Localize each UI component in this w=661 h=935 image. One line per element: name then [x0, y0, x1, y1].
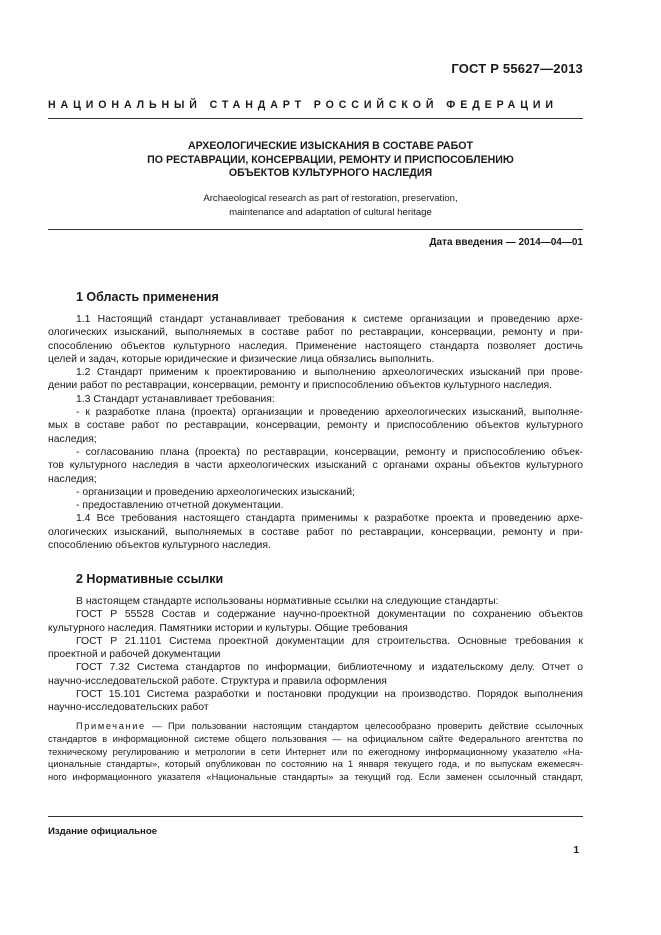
header-divider [48, 118, 583, 119]
section-2-body [48, 595, 583, 715]
note-label: Примечание [76, 721, 146, 731]
note-line: техническому регулированию и метрологии в сети Интернет или по ежегодному информационному указателю «На- [48, 746, 583, 757]
note-text: — При пользовании настоящим стандартом целесообразно проверить действие ссылочных [145, 721, 583, 731]
text-line: способлению объектов культурного наследия. Применение настоящего стандарта позволяет достичь [48, 340, 583, 352]
text-line: - предоставлению отчетной документации. [76, 500, 284, 512]
text-line: ГОСТ 15.101 Система разработки и постановки продукции на производство. Порядок выполнения [76, 689, 583, 701]
national-standard-banner: НАЦИОНАЛЬНЫЙ СТАНДАРТ РОССИЙСКОЙ ФЕДЕРАЦИИ [48, 99, 558, 111]
text-line: наследия; [48, 473, 97, 485]
page-number: 1 [573, 845, 579, 856]
note-first-line [48, 720, 583, 733]
text-line: ГОСТ Р 55528 Состав и содержание научно-проектной документации по сохранению объектов [76, 609, 583, 621]
text-line: ГОСТ 7.32 Система стандартов по информации, библиотечному и издательскому делу. Отчет о [76, 662, 583, 674]
section-1-body [48, 313, 583, 552]
text-line: - к разработке плана (проекта) организации и проведению археологических изысканий, выполняе- [76, 407, 583, 419]
document-title-ru [60, 140, 601, 181]
title-line: АРХЕОЛОГИЧЕСКИЕ ИЗЫСКАНИЯ В СОСТАВЕ РАБОТ [187, 140, 473, 152]
gost-number: ГОСТ Р 55627—2013 [451, 61, 583, 76]
note-line: циональные стандарты», который опубликован по состоянию на 1 января текущего года, и по выпускам ежемесяч- [48, 759, 583, 770]
text-line: 1.4 Все требования настоящего стандарта применимы к разработке проекта и проведению архе- [76, 513, 583, 525]
text-line: - согласованию плана (проекта) по реставрации, консервации, ремонту и приспособлению объек- [76, 446, 583, 458]
text-line: тов культурного наследия в части археологических изысканий с органами охраны объектов культурного [48, 460, 583, 472]
title-divider [48, 229, 583, 230]
title-en-line: maintenance and adaptation of cultural heritage [229, 206, 432, 218]
text-line: мых в составе работ по реставрации, консервации, ремонту и приспособлению объектов культурного [48, 420, 583, 432]
text-line: целей и задач, которые юридические и физические лица обязались выполнить. [48, 353, 435, 365]
text-line: способлению объектов культурного наследия. [48, 540, 271, 552]
text-line: ологических изысканий, выполняемых в составе работ по реставрации, консервации, ремонту и при- [48, 526, 583, 538]
introduction-date: Дата введения — 2014—04—01 [429, 237, 583, 248]
text-line: ГОСТ Р 21.1101 Система проектной документации для строительства. Основные требования к [76, 635, 583, 647]
note-line: ного информационного указателя «Национальные стандарты» за текущий год. Если заменен ссылочный стандарт, [48, 772, 583, 783]
section-1-heading: 1 Область применения [76, 290, 219, 304]
text-line: В настоящем стандарте использованы нормативные ссылки на следующие стандарты: [76, 596, 499, 607]
reference-note [48, 720, 583, 784]
text-line: ологических изысканий, выполняемых в составе работ по реставрации, консервации, ремонту и при- [48, 327, 583, 339]
text-line: научно-исследовательских работ [48, 702, 209, 714]
text-line: 1.1 Настоящий стандарт устанавливает требования к системе организации и проведению архе- [76, 314, 583, 325]
text-line: наследия; [48, 433, 97, 445]
note-line: стандартов в информационной системе общего пользования — на официальном сайте Федерального агентства по [48, 733, 583, 744]
document-title-en [60, 192, 601, 219]
text-line: культурного наследия. Памятники истории и культуры. Общие требования [48, 622, 408, 634]
title-line: ПО РЕСТАВРАЦИИ, КОНСЕРВАЦИИ, РЕМОНТУ И ПРИСПОСОБЛЕНИЮ [147, 153, 514, 166]
text-line: 1.2 Стандарт применим к проектированию и выполнению археологических изысканий при прове- [76, 367, 583, 379]
text-line: 1.3 Стандарт устанавливает требования: [76, 393, 275, 405]
footer-divider [48, 816, 583, 817]
text-line: проектной и рабочей документации [48, 649, 221, 661]
text-line: научно-исследовательской работе. Структура и правила оформления [48, 675, 387, 687]
official-edition-label: Издание официальное [48, 826, 158, 837]
title-en-line: Archaeological research as part of restoration, preservation, [203, 193, 458, 204]
title-line: ОБЪЕКТОВ КУЛЬТУРНОГО НАСЛЕДИЯ [228, 167, 433, 179]
text-line: дении работ по реставрации, консервации, ремонту и приспособлению объектов культурного наследия. [48, 380, 553, 392]
section-2-heading: 2 Нормативные ссылки [76, 572, 224, 586]
text-line: - организации и проведению археологических изысканий; [76, 486, 355, 498]
